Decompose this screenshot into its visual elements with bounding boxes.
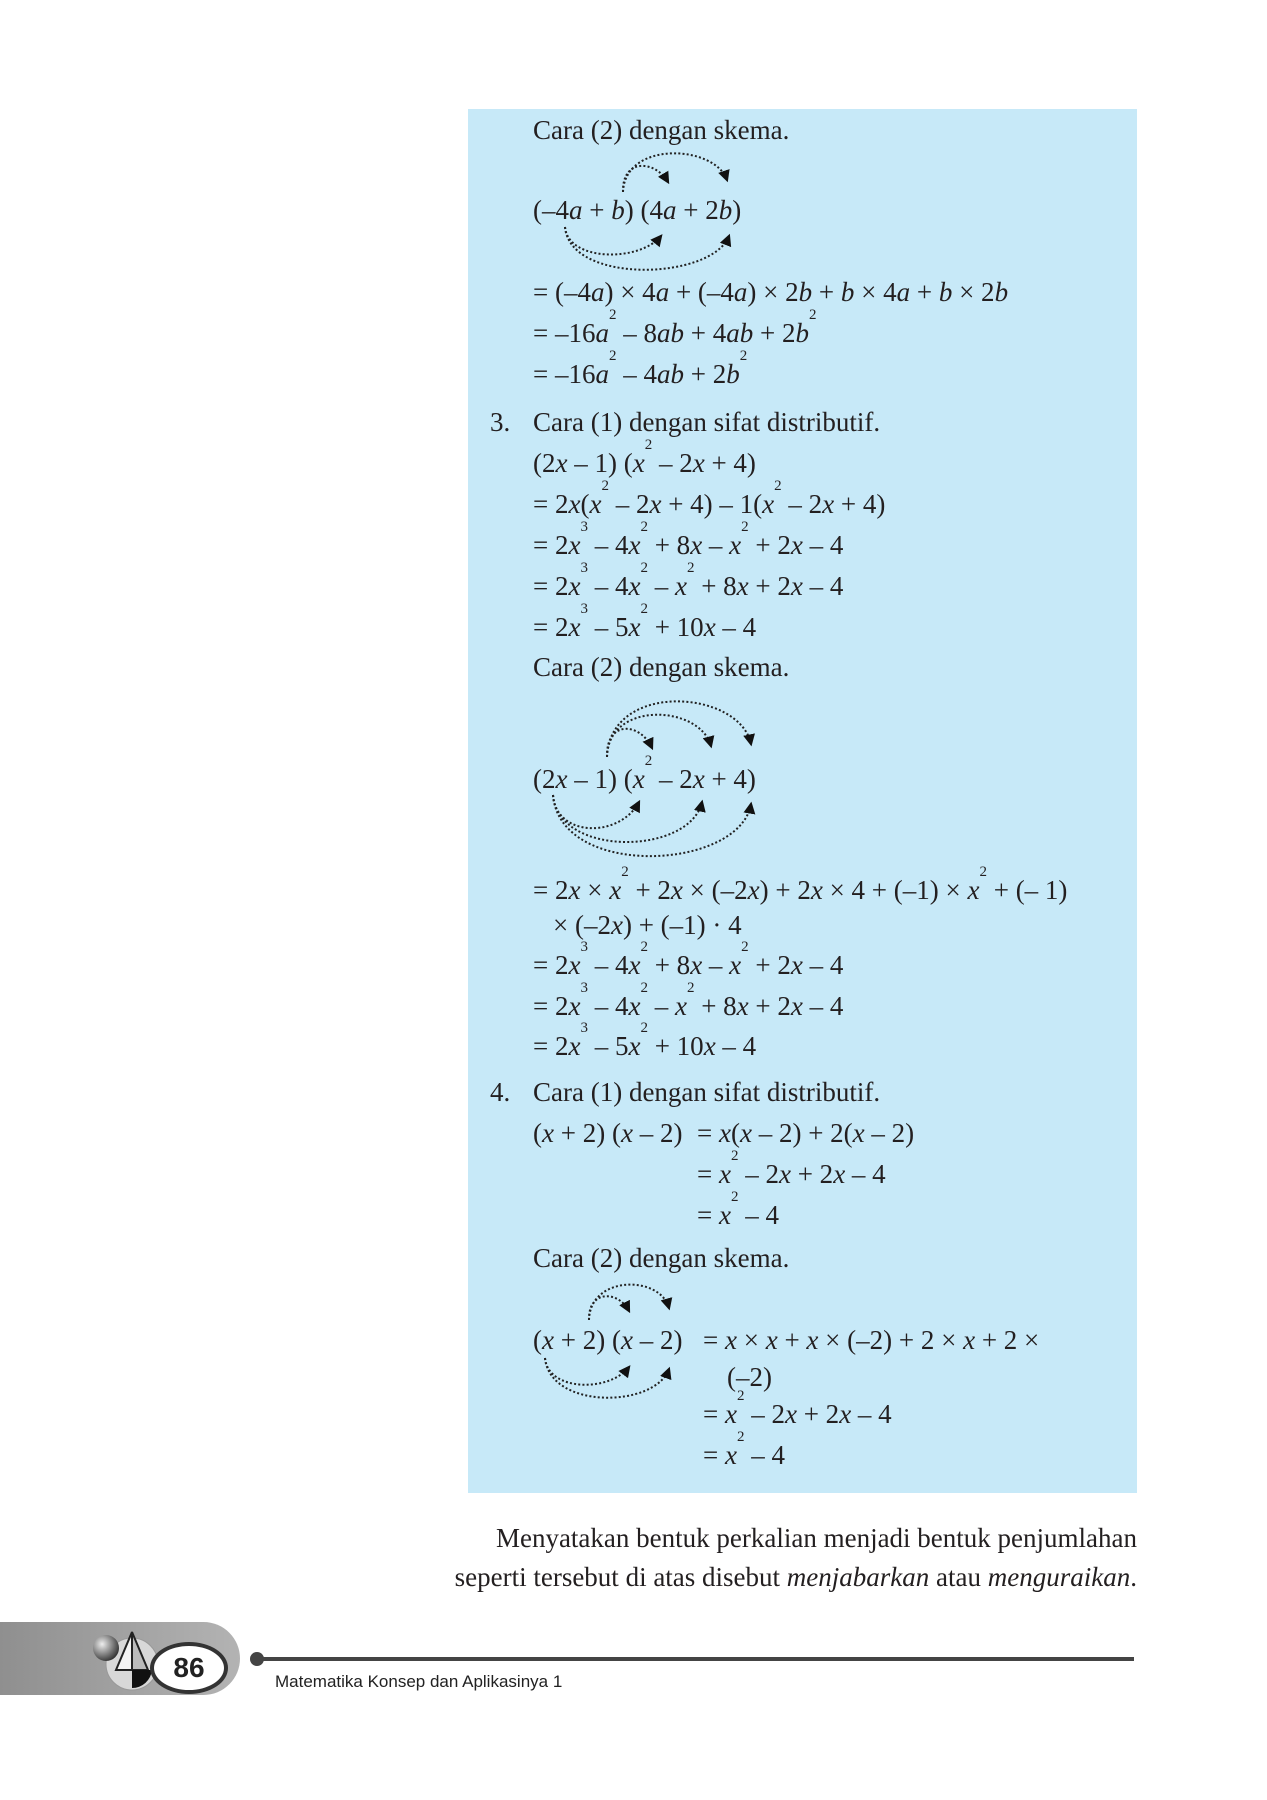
math-line: (2x – 1) $(x^2 - 2x + 4)$ bbox=[533, 437, 756, 478]
math-line-continuation: × (–2x) + (–1) · 4 bbox=[553, 910, 742, 940]
math-line: = $x^2 - 4$ bbox=[697, 1189, 779, 1230]
scheme-expression: (x + 2) (x – 2) bbox=[533, 1325, 683, 1355]
math-line: = $2x^3 - 4x^2 + 8x - x^2 + 2x - 4$ bbox=[533, 939, 844, 980]
math-line: = (–4a) × 4a + (–4a) × 2b + b × 4a + b × 2b bbox=[533, 277, 1009, 307]
term-menjabarkan: menjabarkan bbox=[786, 1562, 930, 1592]
scheme-expression: (2x – 1) $(x^2 - 2x + 4)$ bbox=[533, 753, 756, 794]
math-line: = x(x – 2) + 2(x – 2) bbox=[697, 1118, 915, 1148]
method-heading: Cara (2) dengan skema. bbox=[533, 652, 790, 682]
math-line: (x + 2) (x – 2) bbox=[533, 1118, 683, 1148]
math-line: = $x^2 - 2x + 2x - 4$ bbox=[703, 1388, 892, 1429]
math-line: = $x^2 - 2x + 2x - 4$ bbox=[697, 1148, 886, 1189]
page-number: 86 bbox=[150, 1642, 228, 1694]
math-line: = $2x^3 - 4x^2 + 8x - x^2 + 2x - 4$ bbox=[533, 519, 844, 560]
math-line: = $2x \times x^2 + 2x \times (-2x) + 2x \times 4 + (-1) \times x^2$ + (– 1) bbox=[533, 864, 1068, 905]
footer-rule bbox=[258, 1657, 1134, 1661]
method-heading: Cara (1) dengan sifat distributif. bbox=[533, 407, 881, 437]
math-line: = $2x^3 - 4x^2 - x^2 + 8x + 2x - 4$ bbox=[533, 560, 844, 601]
math-line: = $-16a^2 - 4ab + 2b^2$ bbox=[533, 348, 748, 389]
math-line: = $2x(x^2 - 2x + 4) - 1(x^2 - 2x + 4)$ bbox=[533, 478, 886, 519]
paragraph-line: Menyatakan bentuk perkalian menjadi bentuk penjumlahan bbox=[495, 1523, 1137, 1553]
method-heading: Cara (1) dengan sifat distributif. bbox=[533, 1077, 881, 1107]
math-line: = $2x^3 - 5x^2 + 10x - 4$ bbox=[533, 1020, 757, 1061]
paragraph-line: seperti tersebut di atas disebut menjabarkan atau menguraikan. bbox=[454, 1562, 1137, 1592]
math-line: = $x^2 - 4$ bbox=[703, 1429, 785, 1470]
math-line: = x × x + x × (–2) + 2 × x + 2 × bbox=[703, 1325, 1040, 1355]
math-line: = $2x^3 - 4x^2 - x^2 + 8x + 2x - 4$ bbox=[533, 980, 844, 1021]
math-line: = $-16a^2 - 8ab + 4ab + 2b^2$ bbox=[533, 307, 817, 348]
term-menguraikan: menguraikan bbox=[987, 1562, 1131, 1592]
method-heading: Cara (2) dengan skema. bbox=[533, 115, 790, 145]
item-number: 3. bbox=[490, 407, 511, 437]
item-number: 4. bbox=[490, 1077, 511, 1107]
scheme-expression: (–4a + b) (4a + 2b) bbox=[533, 195, 742, 225]
math-line: = $2x^3 - 5x^2 + 10x - 4$ bbox=[533, 601, 757, 642]
math-line-continuation: (–2) bbox=[727, 1362, 772, 1392]
book-title: Matematika Konsep dan Aplikasinya 1 bbox=[275, 1672, 563, 1691]
method-heading: Cara (2) dengan skema. bbox=[533, 1243, 790, 1273]
